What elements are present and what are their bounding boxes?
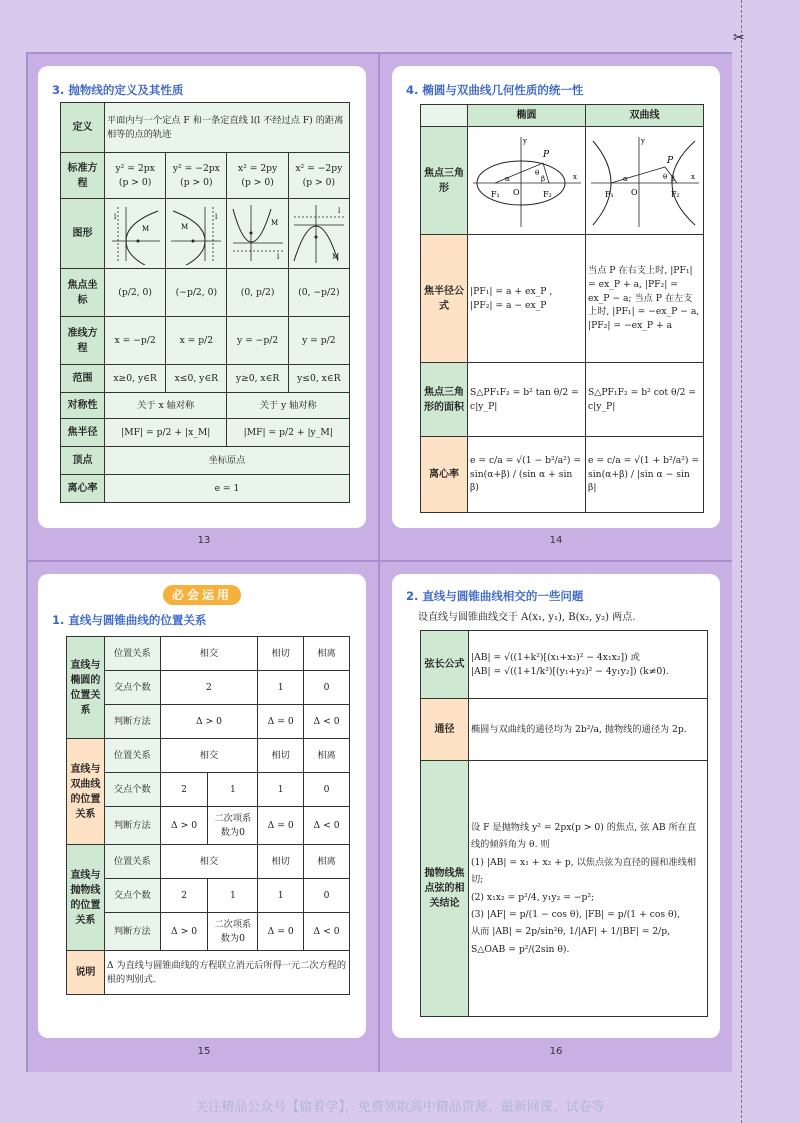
- disc-cell: Δ < 0: [304, 705, 350, 739]
- hyperbola-area: S△PF₁F₂ = b² cot θ/2 = c|y_P|: [586, 363, 704, 437]
- intersect: 相交: [160, 739, 258, 773]
- focal-chord-text: 设 F 是抛物线 y² = 2px(p > 0) 的焦点, 弦 AB 所在直线的倾斜角为 θ. 则 (1) |AB| = x₁ + x₂ + p, 以焦点弦为直径的圆和准线相切; (2) x₁x₂ = p²/4, y₁y₂ = −p²; (3) |AF| = p/(1 − cos θ), |FB| = p/(1 + cos θ), 从而 |AB| = 2p/sin²θ, 1/|AF| + 1/|BF| = 2/p, S△OAB = p²/(2sin θ).: [469, 761, 708, 1017]
- sym-label: 对称性: [61, 393, 105, 419]
- svg-text:x: x: [690, 172, 695, 181]
- svg-text:l: l: [114, 212, 117, 221]
- page-13-heading: 3. 抛物线的定义及其性质: [52, 83, 184, 97]
- count-label: 交点个数: [104, 671, 160, 705]
- graph-label: 图形: [61, 199, 105, 269]
- disc-cell: 二次项系数为0: [208, 913, 258, 951]
- range-label: 范围: [61, 365, 105, 393]
- count-cell: 2: [160, 773, 208, 807]
- separate: 相离: [304, 739, 350, 773]
- tangent: 相切: [258, 845, 304, 879]
- svg-text:l: l: [276, 252, 279, 261]
- svg-text:l: l: [215, 212, 218, 221]
- parabola-table: [60, 102, 350, 503]
- latus-text: 椭圆与双曲线的通径均为 2b²/a, 抛物线的通径为 2p.: [469, 699, 708, 761]
- vertex-label: 顶点: [61, 447, 105, 475]
- ellipse-area: S△PF₁F₂ = b² tan θ/2 = c|y_P|: [468, 363, 586, 437]
- vertex-value: 坐标原点: [105, 447, 350, 475]
- note-label: 说明: [67, 951, 105, 995]
- count-cell: 1: [208, 879, 258, 913]
- footer-note: 关注精品公众号【偷着学】，免费领取高中精品资源、最新网课、试卷等: [195, 1100, 605, 1115]
- disc-cell: Δ = 0: [258, 807, 304, 845]
- svg-text:O: O: [512, 187, 520, 197]
- count-cell: 0: [304, 773, 350, 807]
- svg-text:θ: θ: [534, 168, 539, 177]
- count-cell: 0: [304, 879, 350, 913]
- page-number-13: 13: [197, 535, 211, 546]
- svg-text:M: M: [142, 224, 150, 233]
- count-label: 交点个数: [104, 773, 160, 807]
- page-number-15: 15: [197, 1046, 211, 1057]
- must-use-badge: 必会运用: [163, 585, 241, 605]
- line-conic-table: [66, 636, 350, 995]
- quadrant-divider-vertical: [378, 52, 380, 1072]
- svg-text:M: M: [270, 218, 278, 227]
- svg-text:P: P: [666, 155, 673, 166]
- parabola-graph-left: [166, 199, 227, 269]
- scissors-icon: ✂: [733, 30, 745, 46]
- svg-text:β: β: [540, 174, 545, 183]
- count-cell: 1: [258, 773, 304, 807]
- page-number-16: 16: [549, 1046, 563, 1057]
- eq-2: y² = −2px (p > 0): [166, 153, 227, 199]
- directrix-label: 准线方程: [61, 317, 105, 365]
- count-cell: 2: [160, 879, 208, 913]
- radius-label: 焦半径: [61, 419, 105, 447]
- disc-cell: Δ = 0: [258, 705, 304, 739]
- svg-text:F₂: F₂: [670, 189, 680, 199]
- focus-1: (p/2, 0): [105, 269, 166, 317]
- directrix-3: y = −p/2: [227, 317, 288, 365]
- range-4: y≤0, x∈R: [288, 365, 349, 393]
- ecc-value: e = 1: [105, 475, 350, 503]
- focal-chord-label: 抛物线焦点弦的相关结论: [421, 761, 469, 1017]
- svg-text:F₁: F₁: [604, 189, 614, 199]
- svg-text:y: y: [640, 136, 645, 145]
- svg-text:M: M: [331, 252, 340, 261]
- svg-text:F₁: F₁: [490, 189, 500, 199]
- radius-y: |MF| = p/2 + |y_M|: [227, 419, 350, 447]
- sym-y: 关于 y 轴对称: [227, 393, 350, 419]
- hyperbola-block-label: 直线与双曲线的位置关系: [67, 739, 105, 845]
- sym-x: 关于 x 轴对称: [105, 393, 227, 419]
- tri-label: 焦点三角形: [421, 127, 468, 235]
- quadrant-divider-horizontal: [26, 560, 732, 562]
- parabola-graph-down: [288, 199, 349, 269]
- focus-4: (0, −p/2): [288, 269, 349, 317]
- svg-text:l: l: [337, 206, 341, 215]
- intersect: 相交: [160, 845, 258, 879]
- directrix-2: x = p/2: [166, 317, 227, 365]
- chord-label: 弦长公式: [421, 631, 469, 699]
- ellipse-radius: |PF₁| = a + ex_P , |PF₂| = a − ex_P: [468, 235, 586, 363]
- svg-text:θ: θ: [662, 172, 667, 181]
- page-number-14: 14: [549, 535, 563, 546]
- hyperbola-ecc: e = c/a = √(1 + b²/a²) = sin(α+β) / |sin α − sin β|: [586, 437, 704, 513]
- page-16-intro: 设直线与圆锥曲线交于 A(x₁, y₁), B(x₂, y₂) 两点.: [418, 612, 636, 623]
- directrix-1: x = −p/2: [105, 317, 166, 365]
- disc-cell: Δ > 0: [160, 913, 208, 951]
- count-cell: 0: [304, 671, 350, 705]
- cut-line: [741, 0, 742, 1123]
- svg-text:α: α: [504, 174, 510, 183]
- ellipse-block-label: 直线与椭圆的位置关系: [67, 637, 105, 739]
- ellipse-focal-triangle: [468, 127, 586, 235]
- judge-label: 判断方法: [104, 913, 160, 951]
- col-ellipse: 椭圆: [468, 105, 586, 127]
- eq-3: x² = 2py (p > 0): [227, 153, 288, 199]
- rel-label: 位置关系: [104, 637, 160, 671]
- intersection-table: [420, 630, 708, 1017]
- eq-1: y² = 2px (p > 0): [105, 153, 166, 199]
- parabola-graph-up: [227, 199, 288, 269]
- def-text: 平面内与一个定点 F 和一条定直线 l(l 不经过点 F) 的距离相等的点的轨迹: [105, 103, 350, 153]
- hyperbola-radius: 当点 P 在右支上时, |PF₁| = ex_P + a, |PF₂| = ex_P − a; 当点 P 在左支上时, |PF₁| = −ex_P − a, |PF₂| = −ex_P + a: [586, 235, 704, 363]
- ecc-label: 离心率: [61, 475, 105, 503]
- ellipse-ecc: e = c/a = √(1 − b²/a²) = sin(α+β) / (sin α + sin β): [468, 437, 586, 513]
- judge-label: 判断方法: [104, 705, 160, 739]
- svg-text:β: β: [670, 174, 675, 183]
- disc-cell: Δ = 0: [258, 913, 304, 951]
- directrix-4: y = p/2: [288, 317, 349, 365]
- judge-label: 判断方法: [104, 807, 160, 845]
- disc-cell: 二次项系数为0: [208, 807, 258, 845]
- focus-2: (−p/2, 0): [166, 269, 227, 317]
- page-16-heading: 2. 直线与圆锥曲线相交的一些问题: [406, 589, 584, 603]
- focus-label: 焦点坐标: [61, 269, 105, 317]
- def-label: 定义: [61, 103, 105, 153]
- separate: 相离: [304, 845, 350, 879]
- svg-text:P: P: [542, 149, 549, 160]
- rel-label: 位置关系: [104, 739, 160, 773]
- tangent: 相切: [258, 739, 304, 773]
- page-15-heading: 1. 直线与圆锥曲线的位置关系: [52, 613, 207, 627]
- ellipse-hyperbola-table: [420, 104, 704, 513]
- range-1: x≥0, y∈R: [105, 365, 166, 393]
- count-cell: 1: [258, 879, 304, 913]
- separate: 相离: [304, 637, 350, 671]
- note-text: Δ 为直线与圆锥曲线的方程联立消元后所得一元二次方程的根的判别式.: [104, 951, 349, 995]
- chord-formula: |AB| = √((1+k²)[(x₁+x₂)² − 4x₁x₂]) 或 |AB| = √((1+1/k²)[(y₁+y₂)² − 4y₁y₂]) (k≠0).: [469, 631, 708, 699]
- ecc-label-14: 离心率: [421, 437, 468, 513]
- parabola-graph-right: [105, 199, 166, 269]
- radius-formula-label: 焦半径公式: [421, 235, 468, 363]
- disc-cell: Δ > 0: [160, 807, 208, 845]
- count-cell: 2: [160, 671, 258, 705]
- svg-text:O: O: [630, 187, 638, 197]
- disc-cell: Δ > 0: [160, 705, 258, 739]
- tangent: 相切: [258, 637, 304, 671]
- svg-text:F₂: F₂: [542, 189, 552, 199]
- hyperbola-focal-triangle: [586, 127, 704, 235]
- corner-cell: [421, 105, 468, 127]
- svg-text:α: α: [622, 174, 628, 183]
- count-label: 交点个数: [104, 879, 160, 913]
- svg-text:y: y: [522, 136, 527, 145]
- std-label: 标准方程: [61, 153, 105, 199]
- area-label: 焦点三角形的面积: [421, 363, 468, 437]
- radius-x: |MF| = p/2 + |x_M|: [105, 419, 227, 447]
- parabola-block-label: 直线与抛物线的位置关系: [67, 845, 105, 951]
- svg-text:M: M: [181, 222, 189, 231]
- latus-label: 通径: [421, 699, 469, 761]
- svg-text:x: x: [572, 172, 577, 181]
- intersect: 相交: [160, 637, 258, 671]
- focus-3: (0, p/2): [227, 269, 288, 317]
- eq-4: x² = −2py (p > 0): [288, 153, 349, 199]
- range-3: y≥0, x∈R: [227, 365, 288, 393]
- rel-label: 位置关系: [104, 845, 160, 879]
- count-cell: 1: [258, 671, 304, 705]
- disc-cell: Δ < 0: [304, 807, 350, 845]
- disc-cell: Δ < 0: [304, 913, 350, 951]
- page-14-heading: 4. 椭圆与双曲线几何性质的统一性: [406, 83, 584, 97]
- col-hyperbola: 双曲线: [586, 105, 704, 127]
- count-cell: 1: [208, 773, 258, 807]
- range-2: x≤0, y∈R: [166, 365, 227, 393]
